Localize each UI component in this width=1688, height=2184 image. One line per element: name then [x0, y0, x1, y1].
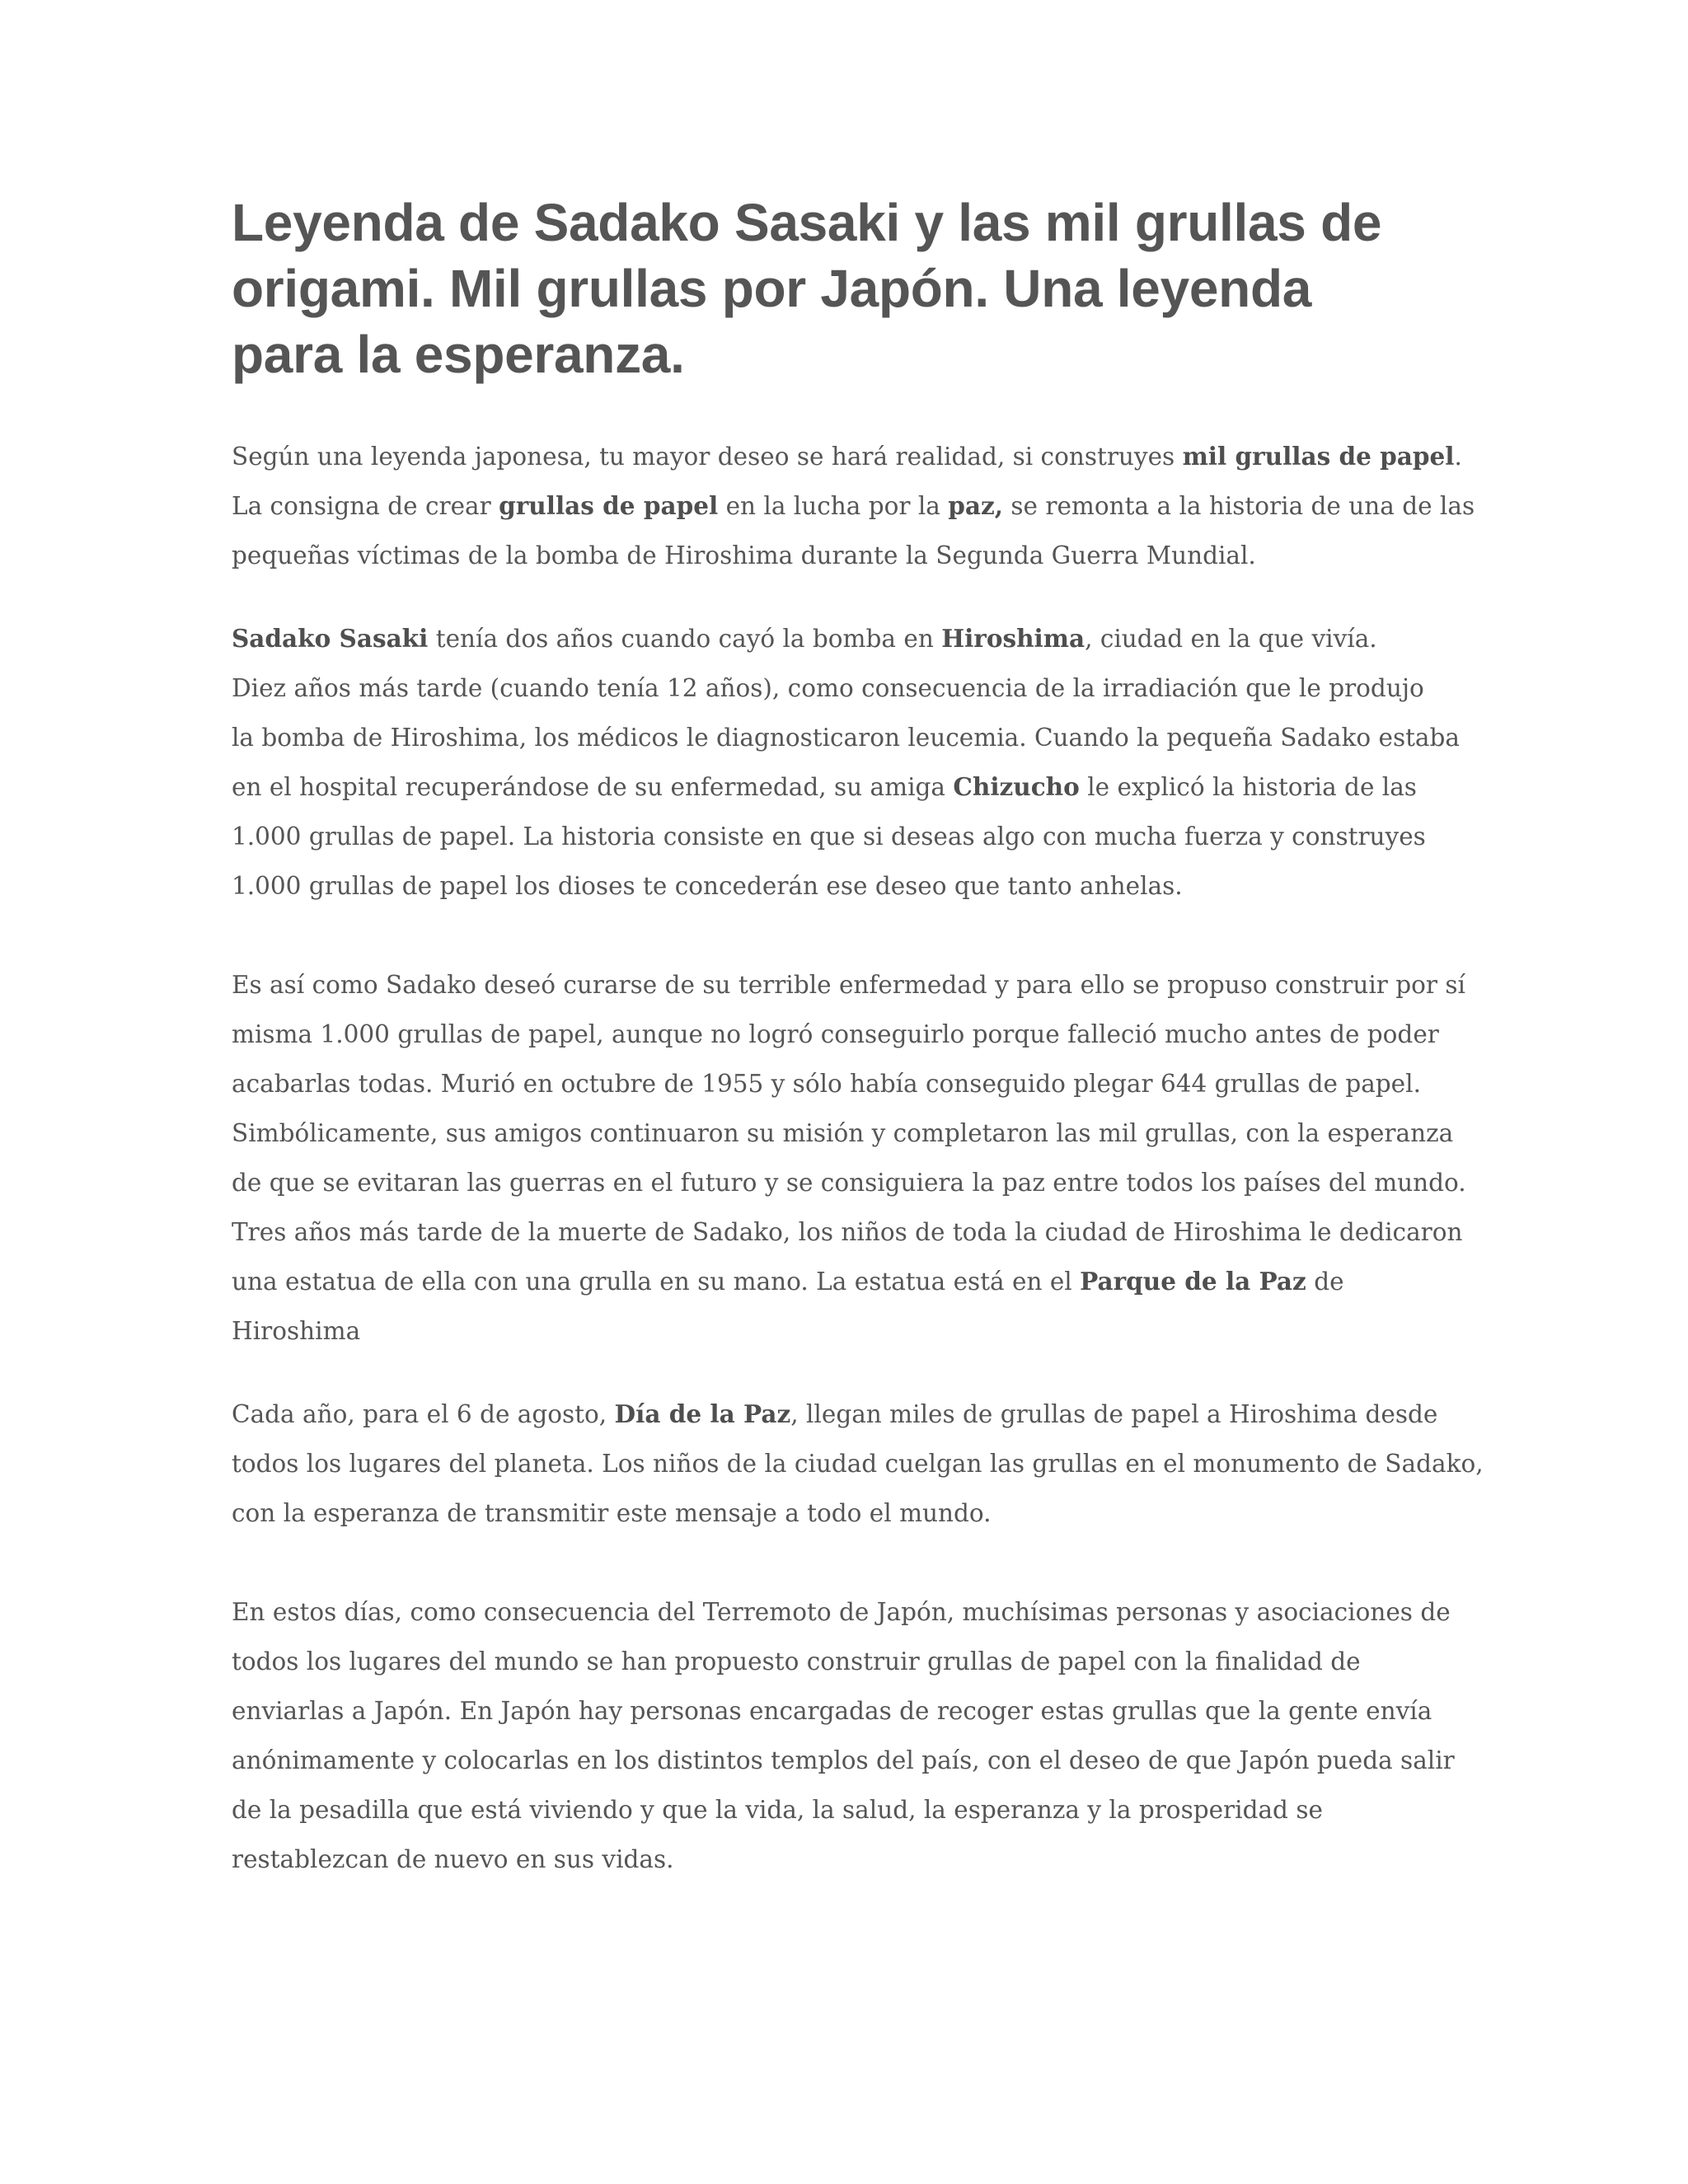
- text-line: la bomba de Hiroshima, los médicos le diagnosticaron leucemia. Cuando la pequeña Sadako estaba: [232, 724, 1460, 752]
- text-run: .: [1454, 443, 1462, 471]
- bold-text: Día de la Paz: [614, 1399, 791, 1428]
- text-line: de la pesadilla que está viviendo y que la vida, la salud, la esperanza y la prosperidad se: [232, 1796, 1323, 1824]
- bold-text: mil grullas de papel: [1182, 442, 1455, 471]
- text-line: Hiroshima: [232, 1317, 361, 1345]
- text-run: La consigna de crear: [232, 492, 499, 520]
- text-line: anónimamente y colocarlas en los distintos templos del país, con el deseo de que Japón pueda salir: [232, 1746, 1455, 1774]
- text-run: , llegan miles de grullas de papel a Hiroshima desde: [790, 1400, 1438, 1428]
- paragraph-wish: [232, 960, 1468, 1356]
- text-line: de que se evitaran las guerras en el futuro y se consiguiera la paz entre todos los países del mundo.: [232, 1169, 1466, 1197]
- text-run: Según una leyenda japonesa, tu mayor deseo se hará realidad, si construyes: [232, 443, 1183, 471]
- paragraph-peace-day: [232, 1390, 1484, 1538]
- bold-text: Chizucho: [953, 772, 1080, 801]
- bold-text: Sadako Sasaki: [232, 624, 429, 653]
- text-line: [232, 432, 1468, 481]
- paragraph-intro: [232, 432, 1475, 580]
- text-line: En estos días, como consecuencia del Terremoto de Japón, muchísimas personas y asociaciones de: [232, 1598, 1451, 1626]
- text-line: Tres años más tarde de la muerte de Sadako, los niños de toda la ciudad de Hiroshima le dedicaron: [232, 1218, 1463, 1246]
- text-line: 1.000 grullas de papel los dioses te concederán ese deseo que tanto anhelas.: [232, 872, 1183, 900]
- text-line: [232, 481, 1475, 531]
- text-run: Cada año, para el 6 de agosto,: [232, 1400, 615, 1428]
- text-line: todos los lugares del planeta. Los niños de la ciudad cuelgan las grullas en el monumento de Sadako,: [232, 1450, 1484, 1478]
- text-run: de: [1306, 1268, 1344, 1296]
- text-run: en la lucha por la: [718, 492, 949, 520]
- title-line: para la esperanza.: [232, 325, 685, 384]
- document-page: [232, 190, 1484, 1884]
- paragraph-earthquake: [232, 1587, 1468, 1884]
- paragraph-spacer: [232, 1356, 1468, 1390]
- text-run: en el hospital recuperándose de su enfermedad, su amiga: [232, 773, 954, 801]
- title-line: origami. Mil grullas por Japón. Una leyenda: [232, 259, 1312, 318]
- text-line: [232, 762, 1468, 812]
- text-line: restablezcan de nuevo en sus vidas.: [232, 1845, 674, 1873]
- text-run: tenía dos años cuando cayó la bomba en: [428, 625, 942, 653]
- paragraph-spacer: [232, 1538, 1468, 1587]
- text-line: misma 1.000 grullas de papel, aunque no logró conseguirlo porque falleció mucho antes de poder: [232, 1020, 1439, 1048]
- title-line: Leyenda de Sadako Sasaki y las mil grullas de: [232, 193, 1382, 252]
- paragraph-spacer: [232, 911, 1468, 960]
- text-run: se remonta a la historia de una de las: [1003, 492, 1475, 520]
- bold-text: Hiroshima: [941, 624, 1085, 653]
- text-line: [232, 1390, 1468, 1439]
- bold-text: grullas de papel: [499, 491, 719, 520]
- bold-text: Parque de la Paz: [1080, 1267, 1306, 1296]
- text-line: Diez años más tarde (cuando tenía 12 años), como consecuencia de la irradiación que le produjo: [232, 674, 1424, 702]
- text-run: le explicó la historia de las: [1079, 773, 1417, 801]
- document-title: [232, 190, 1468, 387]
- text-line: acabarlas todas. Murió en octubre de 1955 y sólo había conseguido plegar 644 grullas de papel.: [232, 1070, 1421, 1098]
- text-line: Es así como Sadako deseó curarse de su terrible enfermedad y para ello se propuso construir por sí: [232, 971, 1465, 999]
- text-line: [232, 1257, 1468, 1306]
- text-run: una estatua de ella con una grulla en su mano. La estatua está en el: [232, 1268, 1081, 1296]
- bold-text: paz,: [948, 491, 1004, 520]
- text-line: pequeñas víctimas de la bomba de Hiroshima durante la Segunda Guerra Mundial.: [232, 541, 1256, 569]
- text-line: todos los lugares del mundo se han propuesto construir grullas de papel con la finalidad de: [232, 1647, 1361, 1675]
- text-line: [232, 614, 1468, 663]
- paragraph-spacer: [232, 580, 1468, 614]
- paragraph-sadako: [232, 614, 1468, 911]
- text-line: Simbólicamente, sus amigos continuaron su misión y completaron las mil grullas, con la esperanza: [232, 1119, 1454, 1147]
- text-run: , ciudad en la que vivía.: [1085, 625, 1377, 653]
- text-line: enviarlas a Japón. En Japón hay personas encargadas de recoger estas grullas que la gente envía: [232, 1697, 1432, 1725]
- text-line: con la esperanza de transmitir este mensaje a todo el mundo.: [232, 1499, 992, 1527]
- text-line: 1.000 grullas de papel. La historia consiste en que si deseas algo con mucha fuerza y construyes: [232, 823, 1426, 851]
